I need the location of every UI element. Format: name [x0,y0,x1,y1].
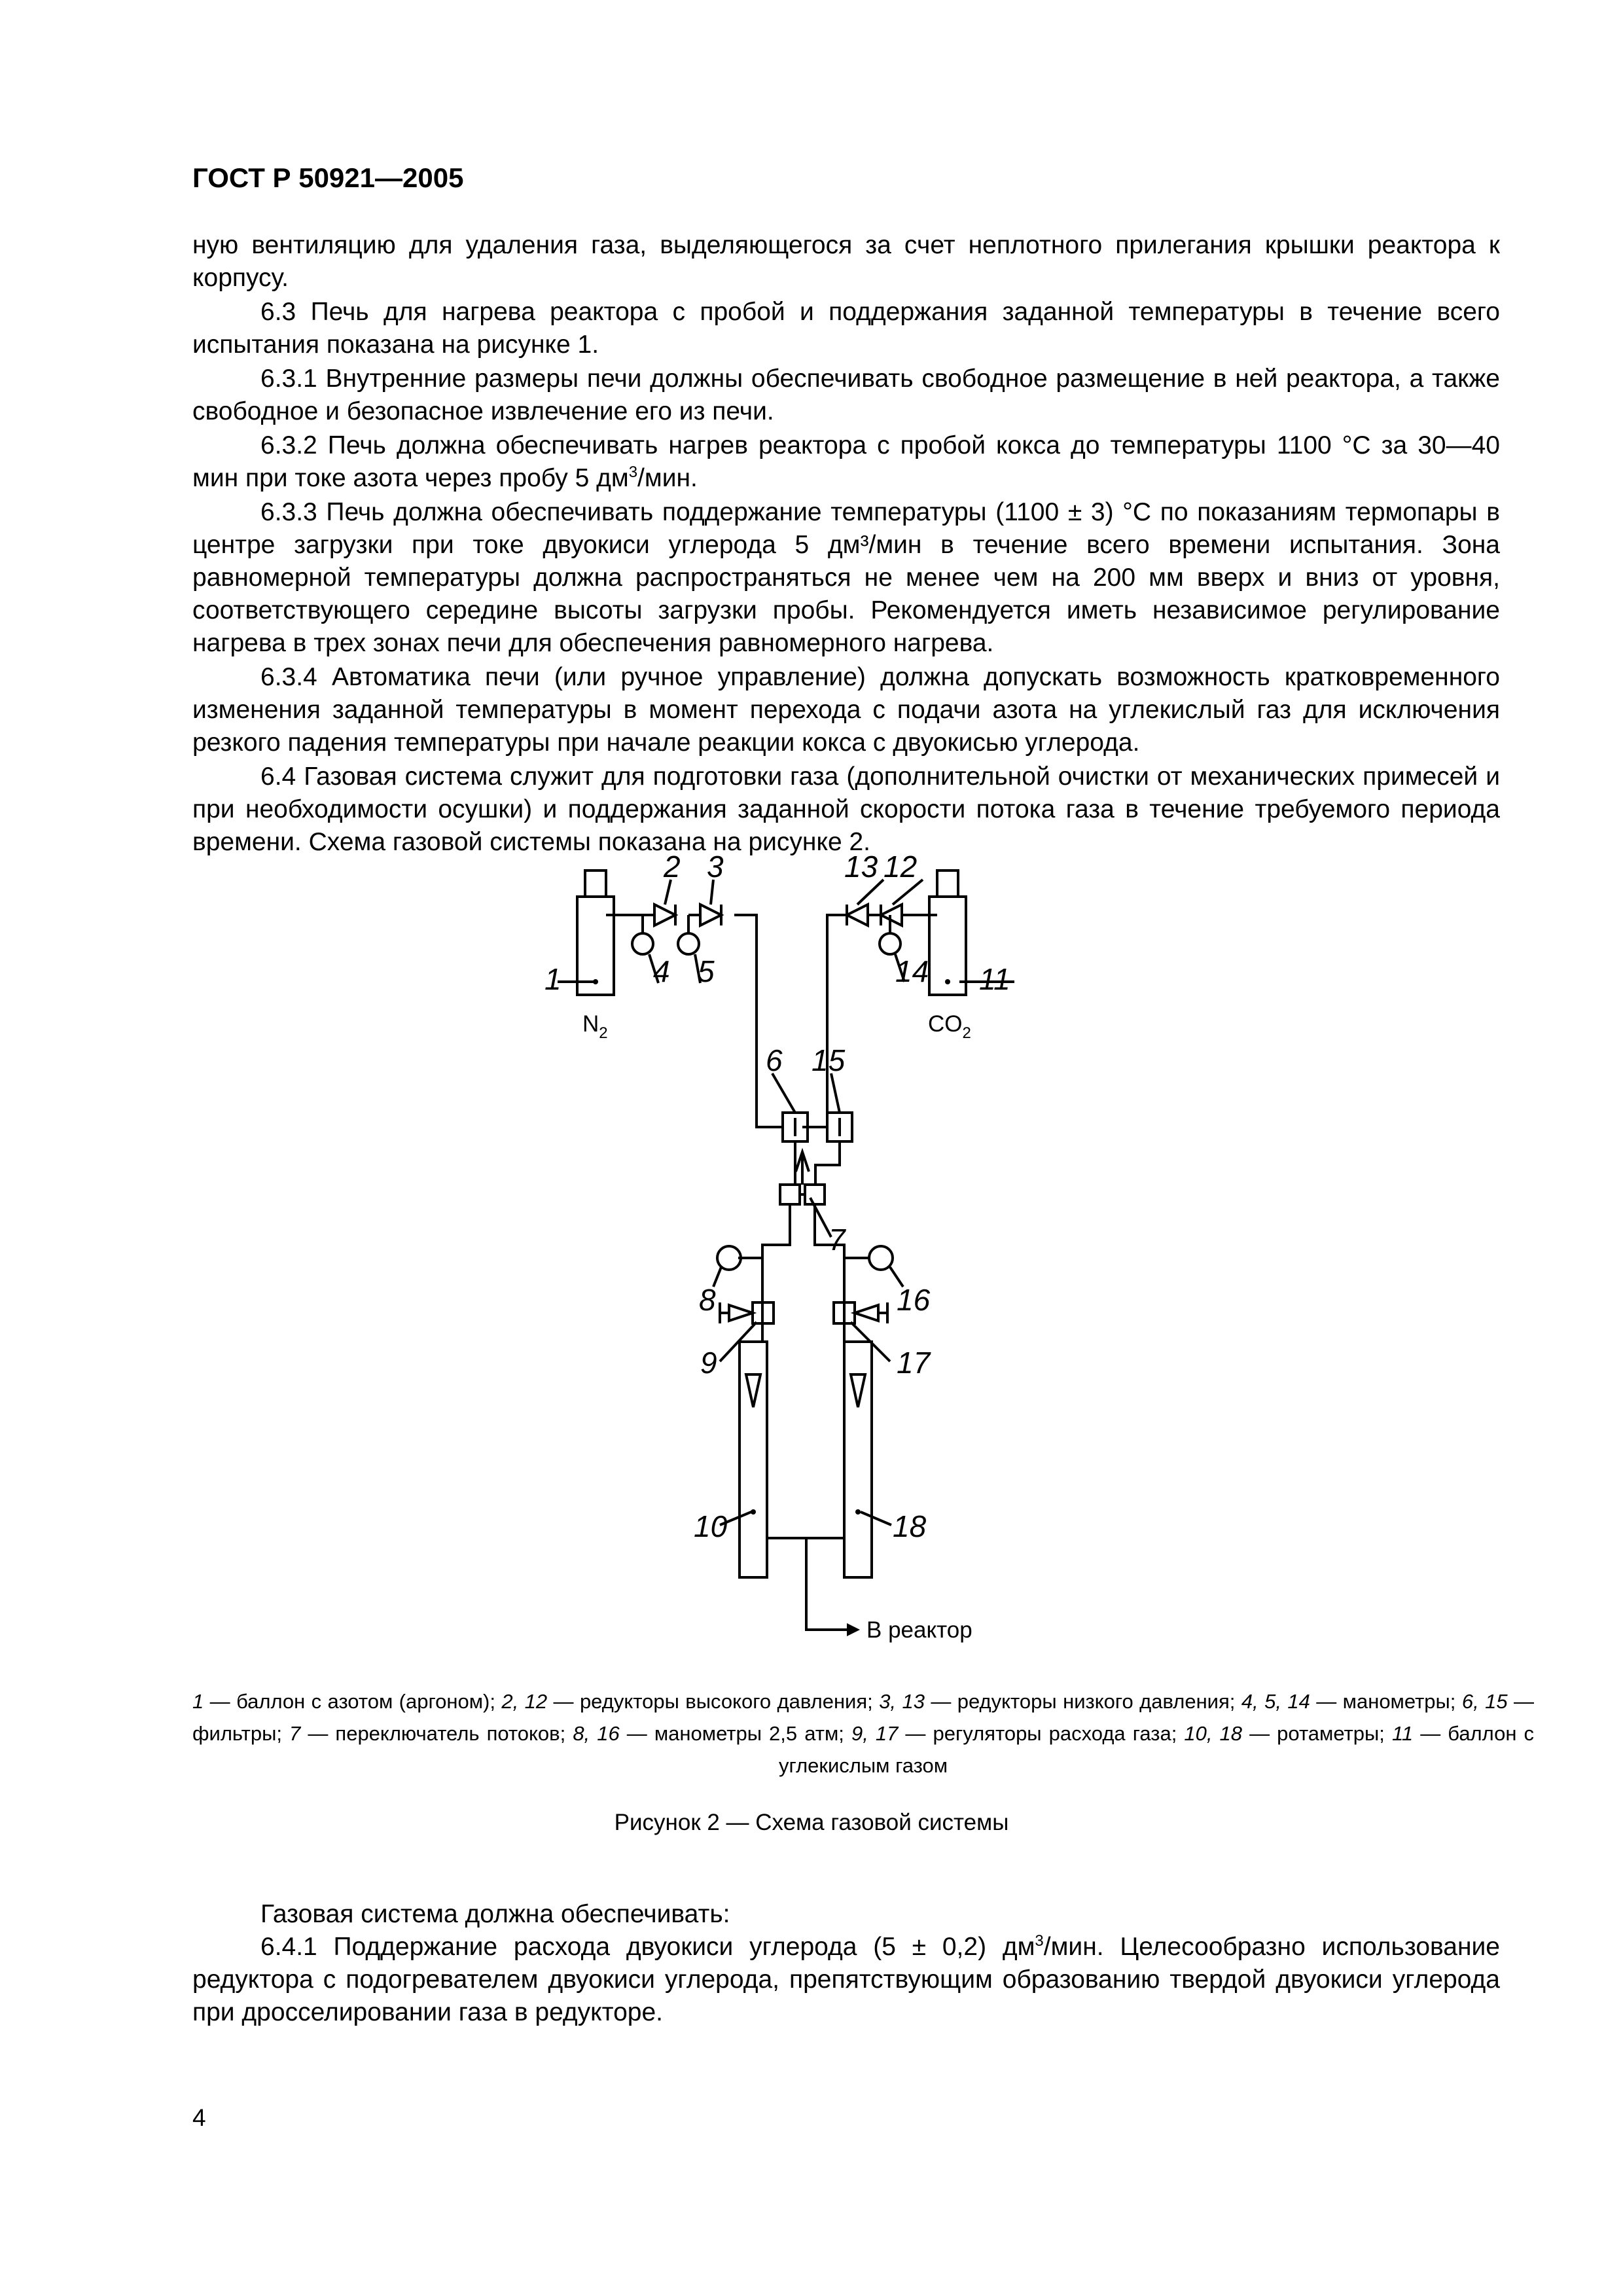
label-3: 3 [707,850,724,884]
manometer-4 [632,933,653,954]
label-6: 6 [766,1043,783,1077]
paragraph-6-4-1-text: 6.4.1 Поддержание расхода двуокиси углерода (5 ± 0,2) дм [260,1933,1035,1961]
gas-label-n2: $N_2$ [582,1011,608,1042]
legend-item: 9, 17 — регуляторы расхода газа; [851,1722,1185,1745]
pipe-left-down [734,915,783,1127]
pipe-right-down [802,915,847,1127]
body-text [192,229,1500,860]
paragraph-6-3-4: 6.3.4 Автоматика печи (или ручное управление) должна допускать возможность кратковременного изменения заданной температуры в момент перехода с подачи азота на углекислый газ для исключения резкого падения температуры при начале реакции кокса с двуокисью углерода. [192,663,1500,757]
paragraph-6-4-1-rest: /мин. Целесообразно использование редуктора с подогревателем двуокиси углерода, препятствующим образованию твердой двуокиси углерода при дросселировании газа в редукторе. [192,1933,1500,2026]
label-18: 18 [893,1509,927,1543]
paragraph-6-3-2-unit: /мин. [637,464,698,492]
pipe-left-lower [762,1204,790,1342]
outlet-arrow [847,1623,860,1636]
label-1: 1 [544,962,562,996]
label-8: 8 [699,1283,716,1317]
legend-item: 3, 13 — редукторы низкого давления; [879,1690,1241,1713]
nitrogen-cylinder-valve [585,870,606,897]
label-17: 17 [897,1346,931,1380]
rotameter-18 [844,1342,872,1577]
reducer-13 [847,905,868,925]
body-text-continued [192,1898,1500,2029]
figure-legend [192,1685,1534,1782]
paragraph-6-4: 6.4 Газовая система служит для подготовки газа (дополнительной очистки от механических примесей и при необходимости осушки) и поддержания заданной скорости потока газа в течение требуемого периода времени. Схема газовой системы показана на рисунке 2. [192,762,1500,856]
flow-switch-7-right [805,1185,825,1204]
legend-item: 8, 16 — манометры 2,5 атм; [573,1722,851,1745]
page-number: 4 [192,2104,206,2131]
superscript: 3 [1035,1932,1044,1950]
label-2: 2 [664,850,681,884]
label-12: 12 [883,850,918,884]
paragraph-6-3-3: 6.3.3 Печь должна обеспечивать поддержание температуры (1100 ± 3) °С по показаниям термопары в центре загрузки при токе двуокиси углерода 5 дм³/мин в течение всего времени испытания. Зона равномерной температуры должна распространяться не менее чем на 200 мм вверх и вниз от уровня, соответствующего середине высоты загрузки пробы. Рекомендуется иметь независимое регулирование нагрева в трех зонах печи для обеспечения равномерного нагрева. [192,498,1500,657]
manometer-16 [869,1246,893,1270]
rotameter-18-float [851,1374,865,1407]
rotameter-10 [740,1342,767,1577]
paragraph-continuation: ную вентиляцию для удаления газа, выделяющегося за счет неплотного прилегания крышки реактора к корпусу. [192,231,1500,292]
regulator-17-arrow [855,1305,878,1321]
legend-item: 7 — переключатель потоков; [289,1722,573,1745]
superscript: 3 [628,463,638,481]
outlet-pipe [806,1538,847,1630]
label-16: 16 [897,1283,931,1317]
legend-item: 6, 15 — фильтры; [192,1690,1534,1745]
label-14: 14 [895,954,929,988]
label-11: 11 [979,962,1010,996]
gas-label-co2: $CO_2$ [928,1011,971,1042]
legend-item: 4, 5, 14 — манометры; [1241,1690,1462,1713]
paragraph-6-4-1 [192,1931,1500,2029]
rotameter-10-float [746,1374,760,1407]
label-7: 7 [829,1223,846,1257]
regulator-9-arrow [729,1305,753,1321]
reducer-3 [700,905,721,925]
flow-switch-7-left [780,1185,800,1204]
legend-item: 2, 12 — редукторы высокого давления; [501,1690,880,1713]
label-15: 15 [812,1043,846,1077]
document-header: ГОСТ Р 50921—2005 [192,162,464,193]
manometer-14 [880,933,901,954]
gas-system-diagram [504,844,1067,1662]
paragraph-6-3-1: 6.3.1 Внутренние размеры печи должны обеспечивать свободное размещение в ней реактора, а также свободное и безопасное извлечение его из печи. [192,365,1500,425]
label-4: 4 [653,954,670,988]
outlet-label: В реактор [866,1617,972,1643]
reducer-2 [654,905,675,925]
label-13: 13 [844,850,878,884]
paragraph-gas-system-intro: Газовая система должна обеспечивать: [260,1900,730,1928]
label-5: 5 [698,954,715,988]
co2-cylinder-valve [937,870,958,897]
label-9: 9 [700,1346,717,1380]
paragraph-6-3-2 [192,429,1500,495]
legend-item: 10, 18 — ротаметры; [1184,1722,1392,1745]
legend-item: 11 — баллон с углекислым газом [778,1722,1535,1777]
label-10: 10 [694,1509,728,1543]
figure-caption: Рисунок 2 — Схема газовой системы [614,1810,1009,1835]
legend-item: 1 — баллон с азотом (аргоном); [192,1690,502,1713]
manometer-8 [717,1246,741,1270]
gas-system-schematic [504,844,1067,1662]
paragraph-6-3-2-text: 6.3.2 Печь должна обеспечивать нагрев реактора с пробой кокса до температуры 1100 °С за 30—40 мин при токе азота через пробу 5 дм [192,431,1500,492]
paragraph-6-3: 6.3 Печь для нагрева реактора с пробой и поддержания заданной температуры в течение всего испытания показана на рисунке 1. [192,298,1500,359]
manometer-5 [678,933,699,954]
